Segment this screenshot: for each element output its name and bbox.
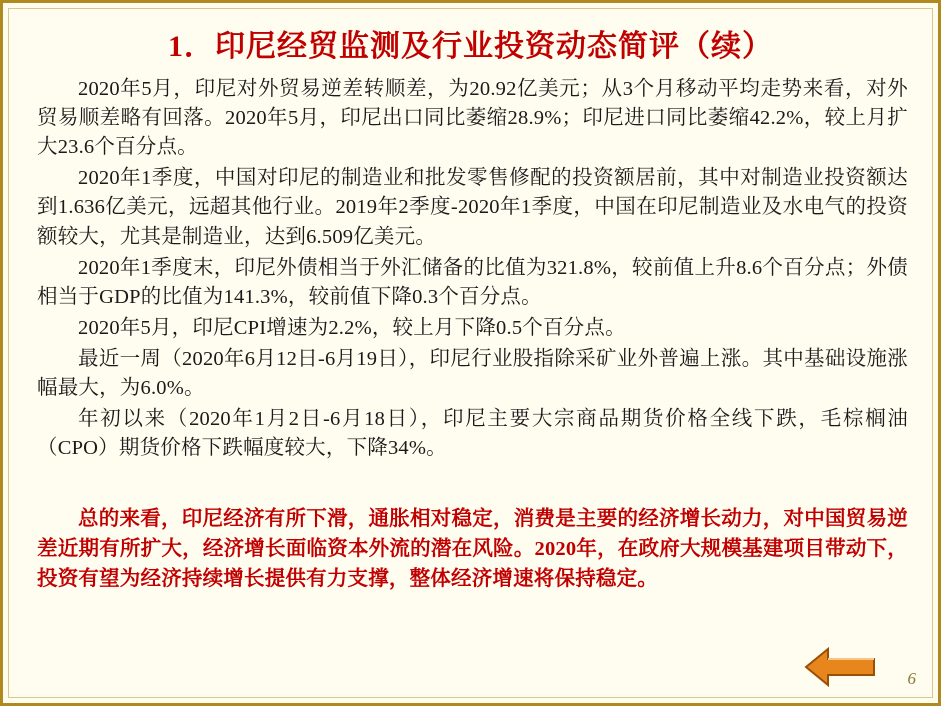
page-number: 6 (907, 669, 916, 688)
paragraph: 最近一周（2020年6月12日-6月19日），印尼行业股指除采矿业外普遍上涨。其中基础设施涨幅最大，为6.0%。 (37, 347, 908, 400)
body-text-area (3, 75, 938, 463)
left-arrow-icon (804, 645, 876, 689)
paragraph: 2020年1季度，中国对印尼的制造业和批发零售修配的投资额居前，其中对制造业投资额达到1.636亿美元，远超其他行业。2019年2季度-2020年1季度，中国在印尼制造业及水电气的投资额较大，尤其是制造业，达到6.509亿美元。 (37, 167, 908, 248)
page-title: 1．印尼经贸监测及行业投资动态简评（续） (168, 30, 773, 63)
paragraph: 年初以来（2020年1月2日-6月18日），印尼主要大宗商品期货价格全线下跌，毛棕榈油（CPO）期货价格下跌幅度较大，下降34%。 (37, 408, 908, 460)
summary-block (3, 505, 938, 594)
summary-text: 总的来看，印尼经济有所下滑，通胀相对稳定，消费是主要的经济增长动力，对中国贸易逆差近期有所扩大，经济增长面临资本外流的潜在风险。2020年，在政府大规模基建项目带动下，投资有望为经济持续增长提供有力支撑，整体经济增速将保持稳定。 (37, 508, 908, 590)
back-arrow-button[interactable] (804, 645, 876, 689)
paragraph: 2020年1季度末，印尼外债相当于外汇储备的比值为321.8%，较前值上升8.6个百分点；外债相当于GDP的比值为141.3%，较前值下降0.3个百分点。 (37, 256, 908, 308)
paragraph: 2020年5月，印尼CPI增速为2.2%，较上月下降0.5个百分点。 (78, 316, 626, 339)
paragraph: 2020年5月，印尼对外贸易逆差转顺差，为20.92亿美元；从3个月移动平均走势来看，对外贸易顺差略有回落。2020年5月，印尼出口同比萎缩28.9%；印尼进口同比萎缩42.2%，较上月扩大23.6个百分点。 (37, 78, 908, 159)
